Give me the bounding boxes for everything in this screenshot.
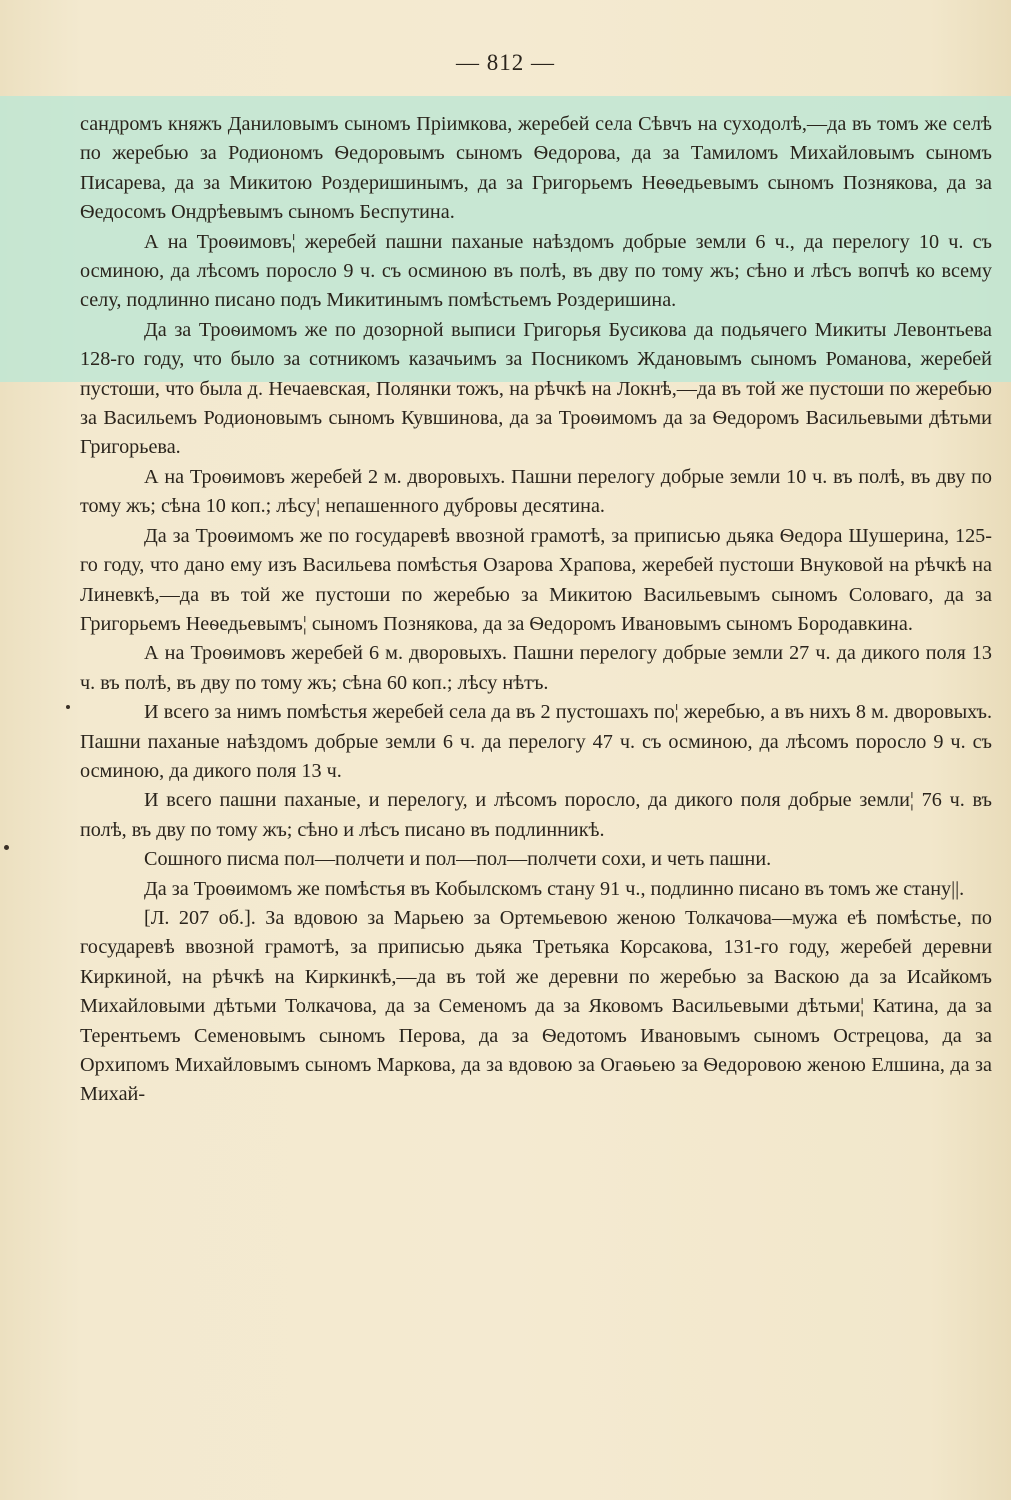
paragraph: А на Троѳимовъ¦ жеребей пашни паханые наѣздомъ добрые земли 6 ч., да перелогу 10 ч. съ осминою, да лѣсомъ поросло 9 ч. съ осминою въ полѣ, въ дву по тому жъ; сѣно и лѣсъ вопчѣ ко всему селу, подлинно писано подъ Микитинымъ помѣстьемъ Роздеришина. — [80, 230, 992, 312]
paragraph: [Л. 207 об.]. За вдовою за Марьею за Ортемьевою женою Толкачова—мужа еѣ помѣстье, по государевѣ ввозной грамотѣ, за приписью дьяка Третьяка Корсакова, 131-го году, жеребей деревни Киркиной, на рѣчкѣ на Киркинкѣ,—да въ той же деревни по жеребью за Васкою да за Исайкомъ Михайловыми дѣтьми Толкачова, да за Семеномъ да за Яковомъ Васильевыми дѣтьми¦ Катина, да за Терентьемъ Семеновымъ сыномъ Перова, да за Ѳедотомъ Ивановымъ сыномъ Острецова, да за Орхипомъ Михайловымъ сыномъ Маркова, да за вдовою за Огаѳьею за Ѳедоровою женою Елшина, да за Михай- — [80, 906, 992, 1106]
paragraph: И всего за нимъ помѣстья жеребей села да въ 2 пустошахъ по¦ жеребью, а въ нихъ 8 м. дворовыхъ. Пашни паханые наѣздомъ добрые земли 6 ч. да перелогу 47 ч. съ осминою, да лѣсомъ поросло 9 ч. съ осминою, да дикого поля 13 ч. — [80, 701, 992, 782]
paragraph: Сошного писма пол—полчети и пол—пол—полчети сохи, и четь пашни. — [144, 848, 772, 871]
paragraph: Да за Троѳимомъ же помѣстья въ Кобылскомъ стану 91 ч., подлинно писано въ томъ же стану||. — [144, 877, 965, 900]
paragraph: А на Троѳимовъ жеребей 6 м. дворовыхъ. Пашни перелогу добрые земли 27 ч. да дикого поля 13 ч. въ полѣ, въ дву по тому жъ; сѣна 60 коп.; лѣсу нѣтъ. — [80, 642, 992, 694]
page-number: — 812 — — [456, 50, 555, 75]
paragraph: сандромъ княжъ Даниловымъ сыномъ Пріимкова, жеребей села Сѣвчъ на суходолѣ,—да въ томъ же селѣ по жеребью за Родиономъ Ѳедоровымъ сыномъ Ѳедорова, да за Тамиломъ Михайловымъ сыномъ Писарева, да за Микитою Роздеришинымъ, да за Григорьемъ Неѳедьевымъ сыномъ Познякова, да за Ѳедосомъ Ондрѣевымъ сыномъ Беспутина. — [80, 113, 992, 224]
body-text — [80, 110, 992, 1110]
paragraph: А на Троѳимовъ жеребей 2 м. дворовыхъ. Пашни перелогу добрые земли 10 ч. въ полѣ, въ дву по тому жъ; сѣна 10 коп.; лѣсу¦ непашенного дубровы десятина. — [80, 465, 992, 518]
margin-dot — [66, 705, 70, 709]
paragraph: И всего пашни паханые, и перелогу, и лѣсомъ поросло, да дикого поля добрые земли¦ 76 ч. въ полѣ, въ дву по тому жъ; сѣно и лѣсъ писано въ подлинникѣ. — [80, 789, 992, 841]
paragraph: Да за Троѳимомъ же по государевѣ ввозной грамотѣ, за приписью дьяка Ѳедора Шушерина, 125-го году, что дано ему изъ Васильева помѣстья Озарова Храпова, жеребей пустоши Внуковой на рѣчкѣ на Линевкѣ,—да въ той же пустоши по жеребью за Микитою Васильевымъ сыномъ Соловаго, да за Григорьемъ Неѳедьевымъ¦ сыномъ Познякова, да за Ѳедоромъ Ивановымъ сыномъ Бородавкина. — [80, 524, 992, 635]
margin-dot — [4, 845, 9, 850]
paragraph: Да за Троѳимомъ же по дозорной выписи Григорья Бусикова да подьячего Микиты Левонтьева 128-го году, что было за сотникомъ казачьимъ за Посникомъ Ждановымъ сыномъ Романова, жеребей пустоши, что была д. Нечаевская, Полянки тожъ, на рѣчкѣ на Локнѣ,—да въ той же пустоши по жеребью за Васильемъ Родионовымъ сыномъ Кувшинова, да за Троѳимомъ да за Ѳедоромъ Васильевыми дѣтьми Григорьева. — [80, 318, 992, 459]
